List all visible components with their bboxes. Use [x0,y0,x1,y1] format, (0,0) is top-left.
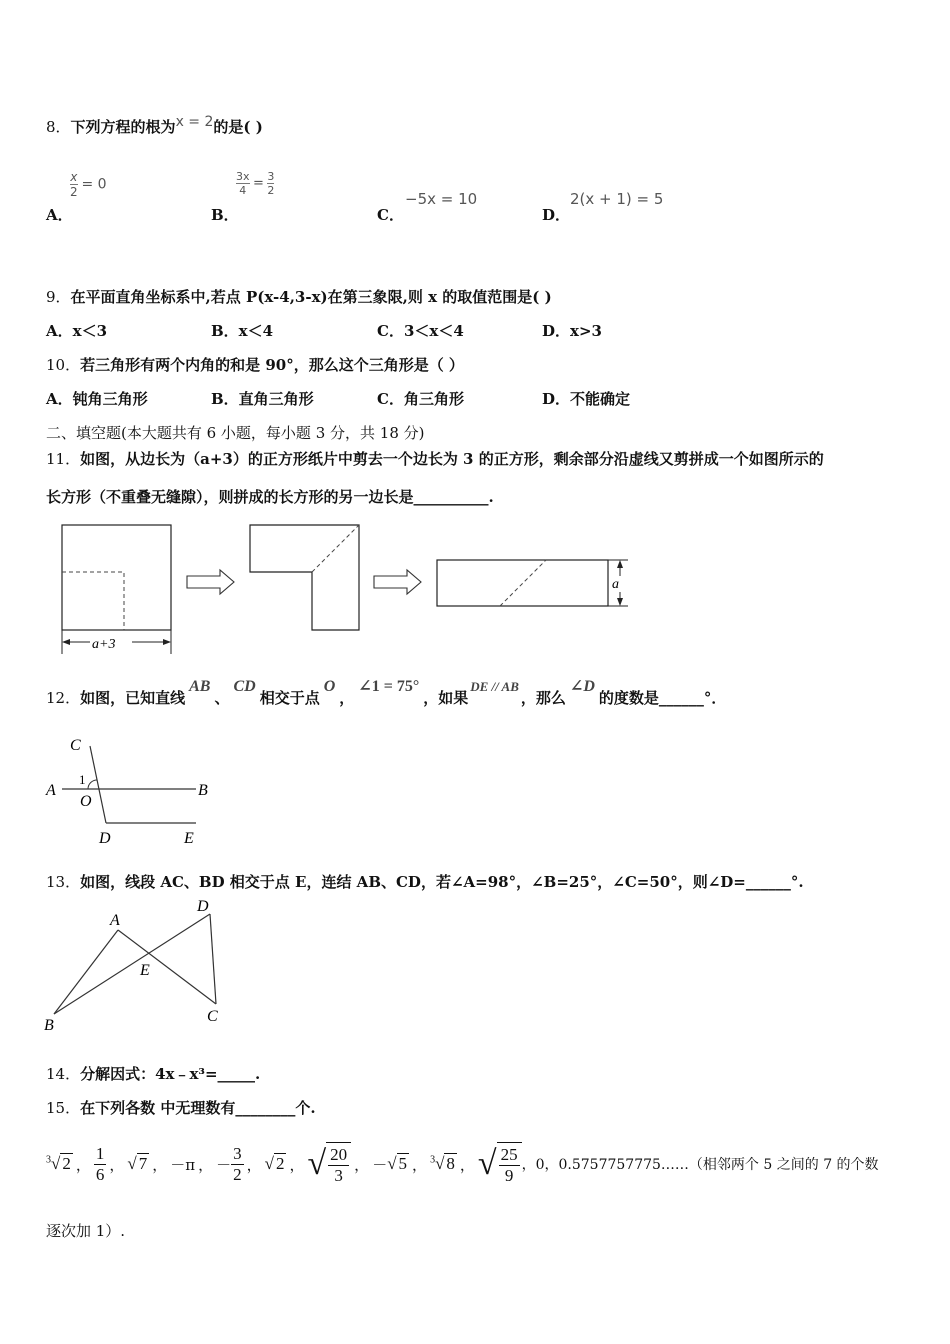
q15-stem [46,1097,316,1118]
q8-option-b-equation [236,170,274,197]
q12-text-6: ，那么 [520,689,566,707]
q10-number: 10． [46,356,81,374]
q12-text-2: 、 [214,689,230,707]
q8-b-num2: 3 [267,170,275,183]
q12-point-o: O [323,678,336,695]
q12-text-4: ， [339,689,355,707]
q15-item-tail: ，0，0.5757757775……（相邻两个 5 之间的 7 的个数 [521,1157,879,1173]
q12-text-3: 相交于点 [259,689,320,707]
q12-angle-1: ∠1 = 75° [358,678,420,695]
q10-option-d: D．不能确定 [542,390,631,408]
q15-sep: ， [412,1155,428,1174]
q12-label-a: A [46,782,56,799]
q15-i7-num: 20 [330,1145,348,1164]
q11-arrow-1-icon [187,570,234,594]
q15-i2-den: 6 [95,1164,105,1184]
q15-item-cbrt2: $^3$√ 2 [46,1154,71,1173]
q9-text: 在平面直角坐标系中,若点 P(x-4,3-x)在第三象限,则 x 的取值范围是( ) [70,288,552,306]
q15-i8-sign: － [372,1155,388,1174]
q12-text-5: ，如果 [423,689,469,707]
q15-i8-radicand: 5 [398,1154,408,1173]
q11-diagonal-cut [312,525,359,572]
q15-item-frac-1-6 [94,1144,107,1185]
q8-option-c-label: C． [377,206,404,224]
q13-label-b: B [44,1017,54,1034]
q9-number: 9． [46,288,71,306]
q12-stem [46,676,726,721]
q9-stem [46,286,552,307]
q11-figure [50,520,650,665]
q15-i9-radicand: 8 [446,1154,455,1173]
q15-item-sqrt2: √ 2 [264,1154,285,1173]
q8-option-a-equation [70,170,107,199]
q14-number: 14． [46,1065,81,1083]
q12-parallel: DE // AB [470,679,519,694]
q13-segment-bd [54,914,210,1014]
q15-sep: ， [289,1155,305,1174]
q15-sep: ， [459,1155,475,1174]
q15-i7-den: 3 [334,1166,343,1185]
q8-text-a: 下列方程的根为 [70,118,176,136]
q14-text: 分解因式：4x﹣x³=_____. [80,1065,261,1083]
q8-b-eq: = [253,176,264,191]
q8-option-d-label: D． [542,206,571,224]
q8-option-a-label: A． [46,206,73,224]
q8-option-d-equation: 2(x + 1) = 5 [570,190,664,208]
q15-item-frac-3-2 [231,1144,244,1185]
q11-arrow-2-icon [374,570,421,594]
q12-label-e: E [184,830,194,847]
q15-text: 在下列各数 中无理数有________个. [80,1099,316,1117]
q15-i5-sign: － [216,1155,232,1174]
q13-segment-cd [210,914,216,1004]
q15-i2-num: 1 [95,1143,105,1163]
q13-segment-ab [54,930,118,1014]
q12-figure [44,732,234,852]
q15-i5-num: 3 [233,1143,242,1163]
q15-line-2: 逐次加 1）. [46,1222,126,1240]
q11-line-2: 长方形（不重叠无缝隙），则拼成的长方形的另一边长是__________. [46,488,494,506]
q12-label-d: D [99,830,111,847]
q15-i10-den: 9 [504,1166,514,1185]
q9-option-b: B．x＜4 [211,322,274,340]
q15-item-sqrt-25-9: √ $\frac{25}{9}$ [478,1142,522,1186]
q8-a-num: x [70,170,78,184]
q11-result-rectangle [437,560,608,606]
q8-option-c-equation: −5x = 10 [405,190,478,208]
q11-side-arrow-bottom [617,598,623,606]
section-2-title: 二、填空题(本大题共有 6 小题，每小题 3 分，共 18 分) [46,424,425,442]
q11-side-arrow-top [617,560,623,568]
q8-stem [46,116,263,137]
q15-item-cbrt8: $^3$√ 8 [430,1154,455,1173]
q11-cut-line [62,572,124,630]
q15-item-sqrt-20-3: √ $\frac{20}{3}$ [308,1142,352,1186]
q8-option-b-label: B． [211,206,239,224]
q15-i1-index: 3 [46,1154,51,1166]
q12-angle-arc [88,780,97,789]
q9-option-a: A．x＜3 [46,322,108,340]
q15-i10-num: 25 [500,1145,518,1164]
q13-stem [46,871,804,892]
q12-angle-d: ∠D [569,678,595,695]
q13-text: 如图，线段 AC、BD 相交于点 E，连结 AB、CD，若∠A=98°，∠B=25°，∠C=50°，则∠D=______°. [80,873,804,891]
q15-i3-radicand: 7 [138,1154,148,1173]
q11-line-1 [46,448,824,469]
q10-stem [46,354,464,375]
q9-option-d: D．x>3 [542,322,602,340]
q8-b-num: 3x [236,170,250,183]
q9-option-c: C．3＜x＜4 [377,322,464,340]
q11-big-square [62,525,171,630]
q15-sep: ， [354,1155,370,1174]
q11-dim-arrow-right [163,639,171,645]
q15-sep: ， [152,1155,168,1174]
q12-number: 12． [46,689,81,707]
q14-stem [46,1063,260,1084]
q15-sep: ， [246,1155,262,1174]
q12-label-1: 1 [79,772,86,787]
q13-number: 13． [46,873,81,891]
q12-text-7: 的度数是______°． [598,689,727,707]
q13-label-e: E [140,962,150,979]
q15-sep: ， [198,1155,214,1174]
q8-number: 8． [46,118,71,136]
q12-label-b: B [198,782,208,799]
q8-b-den: 4 [239,184,247,197]
q12-label-o: O [80,793,92,810]
q15-number: 15． [46,1099,81,1117]
q15-i5-den: 2 [233,1164,242,1184]
q10-option-a: A．钝角三角形 [46,390,148,408]
q8-a-den: 2 [70,185,78,199]
q15-i6-radicand: 2 [275,1154,285,1173]
q15-item-sqrt5: √ 5 [387,1154,408,1173]
q15-sep: ， [75,1155,91,1174]
q15-i9-index: 3 [430,1154,436,1166]
q11-text-1: 如图，从边长为（a+3）的正方形纸片中剪去一个边长为 3 的正方形，剩余部分沿虚线又剪拼成一个如图所示的 [80,450,824,468]
q11-dim-label-bottom: a+3 [92,637,116,652]
q12-label-c: C [70,737,81,754]
q12-line-cd: CD [233,678,256,695]
q15-sep: ， [109,1155,125,1174]
q8-root-equation: x = 2 [175,114,214,130]
q8-a-rest: = 0 [81,176,107,193]
q15-item-sqrt7: √ 7 [127,1154,148,1173]
q13-figure [40,893,240,1038]
q13-label-c: C [207,1008,218,1025]
q12-line-ab: AB [189,678,211,695]
q15-i1-radicand: 2 [62,1154,71,1173]
q13-label-a: A [110,912,120,929]
q15-item-neg-pi: －π [170,1155,196,1174]
q11-rect-cut [500,560,546,606]
q10-option-b: B．直角三角形 [211,390,314,408]
q8-b-den2: 2 [267,184,275,197]
q11-dim-arrow-left [62,639,70,645]
q13-label-d: D [197,898,209,915]
q10-text: 若三角形有两个内角的和是 90°，那么这个三角形是（ ） [80,356,464,374]
q15-number-list [46,1132,879,1196]
q11-dim-label-side: a [612,577,619,592]
q12-text-1: 如图，已知直线 [80,689,186,707]
q11-number: 11． [46,450,81,468]
q8-text-b: 的是( ) [213,118,263,136]
q12-line-cd-drawn [90,746,106,823]
q10-option-c: C．角三角形 [377,390,464,408]
